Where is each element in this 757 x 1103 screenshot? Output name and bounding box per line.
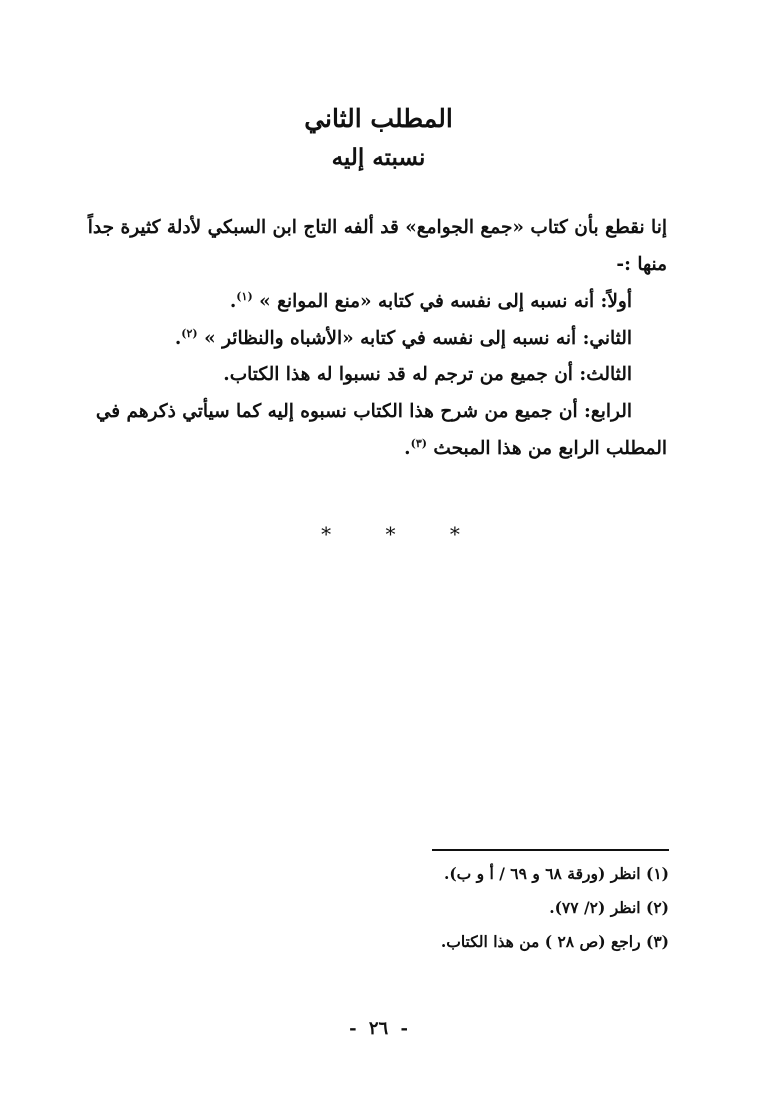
evidence-item-3-text: الثالث: أن جميع من ترجم له قد نسبوا له هذا الكتاب. [223, 364, 632, 385]
evidence-item-4-end: . [404, 438, 411, 460]
section-separator: * * * [321, 522, 484, 546]
page-number: - ٢٦ - [349, 1018, 408, 1039]
evidence-item-2-end: . [174, 328, 182, 350]
footnote-1: (١) انظر (ورقة ٦٨ و ٦٩ / أ و ب). [443, 864, 669, 883]
evidence-item-1 [230, 290, 632, 312]
footnote-ref-3: (٣) [410, 437, 427, 450]
evidence-item-4-text: المطلب الرابع من هذا المبحث [433, 438, 667, 460]
evidence-item-2-text: الثاني: أنه نسبه إلى نفسه في كتابه «الأشباه والنظائر » [204, 328, 632, 350]
footnote-2: (٢) انظر (٢/ ٧٧). [549, 898, 669, 917]
evidence-item-4-line-2 [404, 437, 667, 459]
evidence-item-4-line-1: الرابع: أن جميع من شرح هذا الكتاب نسبوه إليه كما سيأتي ذكرهم في [95, 401, 632, 422]
footnote-divider [432, 849, 669, 851]
evidence-item-1-text: أولاً: أنه نسبه إلى نفسه في كتابه «منع الموانع » [259, 291, 632, 313]
footnote-3: (٣) راجع (ص ٢٨ ) من هذا الكتاب. [440, 932, 669, 951]
intro-line-2: منها :- [616, 254, 667, 275]
evidence-item-1-end: . [229, 291, 237, 313]
intro-line-1: إنا نقطع بأن كتاب «جمع الجوامع» قد ألفه التاج ابن السبكي لأدلة كثيرة جداً [87, 217, 667, 238]
evidence-item-2 [175, 327, 632, 349]
section-subtitle: نسبته إليه [331, 144, 426, 171]
section-title: المطلب الثاني [304, 104, 453, 133]
evidence-item-3 [223, 364, 632, 385]
footnote-ref-2: (٢) [181, 327, 198, 340]
footnote-ref-1: (١) [236, 290, 253, 303]
